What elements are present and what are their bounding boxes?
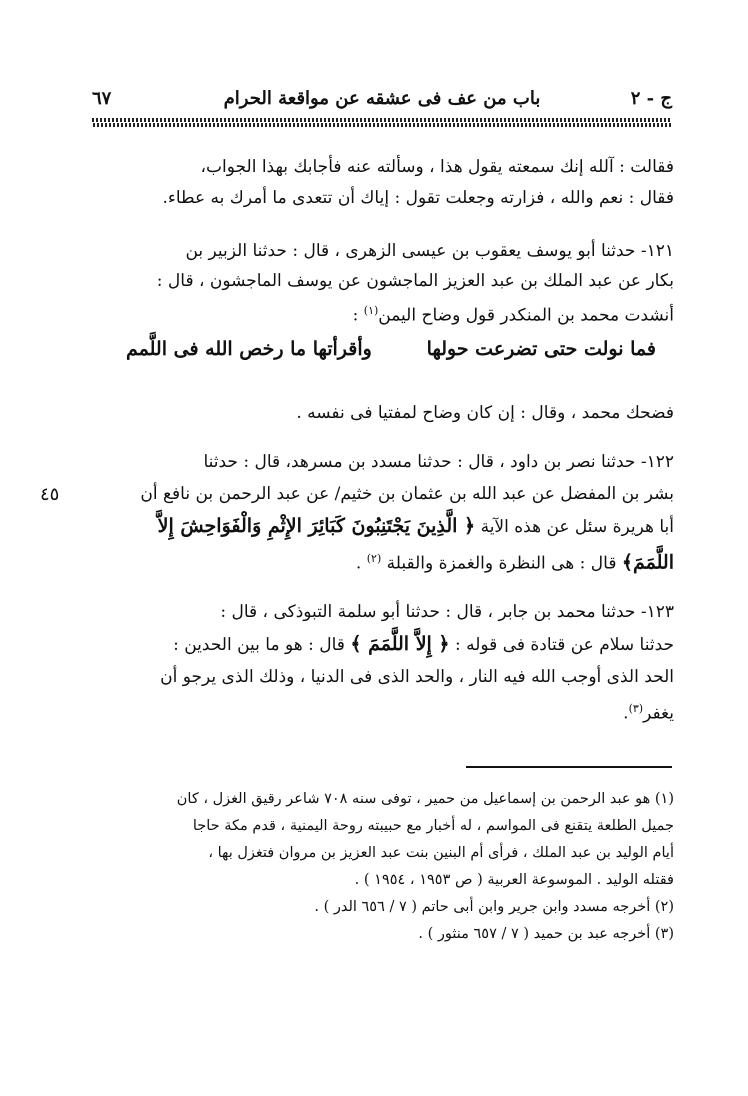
narration-121	[88, 236, 674, 331]
footnote-ref-1[interactable]: (١)	[363, 304, 379, 317]
page-number: ٦٧	[92, 88, 112, 109]
narration-123	[88, 596, 674, 730]
narration-122-line-4: اللَّمَمَ﴾ قال : هى النظرة والغمزة والقبلة $^{(٢)}$ .	[355, 551, 674, 574]
quran-quote-1: ﴿ الَّذِينَ يَجْتَنِبُونَ كَبَائِرَ الإِثْمِ وَالْفَوَاحِشَ إِلاَّ	[157, 515, 476, 537]
footnote-3: (٣) أخرجه عبد بن حميد ( ٧ / ٦٥٧ منثور ) .	[418, 926, 674, 942]
intro-paragraph	[88, 152, 674, 214]
footnote-separator	[466, 766, 672, 768]
footnote-1-line-3: أيام الوليد بن عبد الملك ، فرأى أم البنين بنت عبد العزيز بن مروان فتغزل بها ،	[208, 845, 674, 861]
footnote-1-line-2: جميل الطلعة يتقنع فى المواسم ، له أخبار مع حبيبته روحة اليمنية ، قدم مكة حاجا	[192, 818, 674, 834]
verse-first-hemistich: فما نولت حتى تضرعت حولها	[426, 338, 656, 360]
narration-122-line-3: أبا هريرة سئل عن هذه الآية ﴿ الَّذِينَ يَجْتَنِبُونَ كَبَائِرَ الإِثْمِ وَالْفَوَاحِشَ إِلاَّ	[157, 515, 674, 537]
header-ornamental-rule	[92, 118, 672, 127]
verse-second-hemistich: وأقرأتها ما رخص الله فى اللَّمم	[126, 338, 372, 360]
narration-121-line-2: بكار عن عبد الملك بن عبد العزيز الماجشون عن يوسف الماجشون ، قال :	[156, 271, 674, 291]
chapter-title: باب من عف فى عشقه عن مواقعة الحرام	[223, 88, 541, 109]
narration-123-line-4: يغفر$^{(٣)}$.	[623, 702, 674, 724]
intro-line-2: فقال : نعم والله ، فزارته وجعلت تقول : إياك أن تتعدى ما أمرك به عطاء.	[162, 188, 674, 208]
footnote-ref-3[interactable]: (٣)	[628, 702, 644, 715]
footnote-2: (٢) أخرجه مسدد وابن جرير وابن أبى حاتم ( ٧ / ٦٥٦ الدر ) .	[314, 899, 674, 915]
poetry-verse	[126, 338, 666, 372]
manuscript-folio-marker: ٤٥	[40, 484, 60, 505]
narration-123-line-1: ١٢٣- حدثنا محمد بن جابر ، قال : حدثنا أبو سلمة التبوذكى ، قال :	[220, 602, 674, 622]
narration-121-conclusion	[88, 398, 674, 429]
quran-quote-1-end: اللَّمَمَ﴾	[621, 551, 674, 574]
narration-121-line-3: أنشدت محمد بن المنكدر قول وضاح اليمن$^{(١)}$ :	[352, 304, 674, 326]
footnote-1-line-4: فقتله الوليد . الموسوعة العربية ( ص ١٩٥٣ ، ١٩٥٤ ) .	[354, 872, 674, 888]
narration-121-after-line: فضحك محمد ، وقال : إن كان وضاح لمفتيا فى نفسه .	[296, 403, 674, 423]
narration-123-line-2: حدثنا سلام عن قتادة فى قوله : ﴿ إِلاَّ اللَّمَمَ ﴾ قال : هو ما بين الحدين :	[173, 633, 674, 655]
footnote-ref-2[interactable]: (٢)	[366, 552, 382, 565]
footnotes	[88, 786, 674, 948]
narration-121-line-1: ١٢١- حدثنا أبو يوسف يعقوب بن عيسى الزهرى ، قال : حدثنا الزبير بن	[185, 241, 674, 261]
volume-label: ج - ٢	[630, 88, 672, 109]
narration-122-line-1: ١٢٢- حدثنا نصر بن داود ، قال : حدثنا مسدد بن مسرهد، قال : حدثنا	[203, 452, 674, 472]
narration-123-line-3: الحد الذى أوجب الله فيه النار ، والحد الذى فى الدنيا ، وذلك الذى يرجو أن	[160, 667, 674, 687]
narration-122-line-2: بشر بن المفضل عن عبد الله بن عثمان بن خثيم/ عن عبد الرحمن بن نافع أن	[140, 484, 674, 504]
footnote-1-line-1: (١) هو عبد الرحمن بن إسماعيل من حمير ، توفى سنه ٧٠٨ شاعر رقيق الغزل ، كان	[176, 791, 674, 807]
quran-quote-2: ﴿ إِلاَّ اللَّمَمَ ﴾	[350, 633, 450, 655]
intro-line-1: فقالت : آلله إنك سمعته يقول هذا ، وسألته عنه فأجابك بهذا الجواب،	[200, 157, 674, 177]
narration-122	[88, 446, 674, 580]
page-header	[92, 86, 672, 116]
